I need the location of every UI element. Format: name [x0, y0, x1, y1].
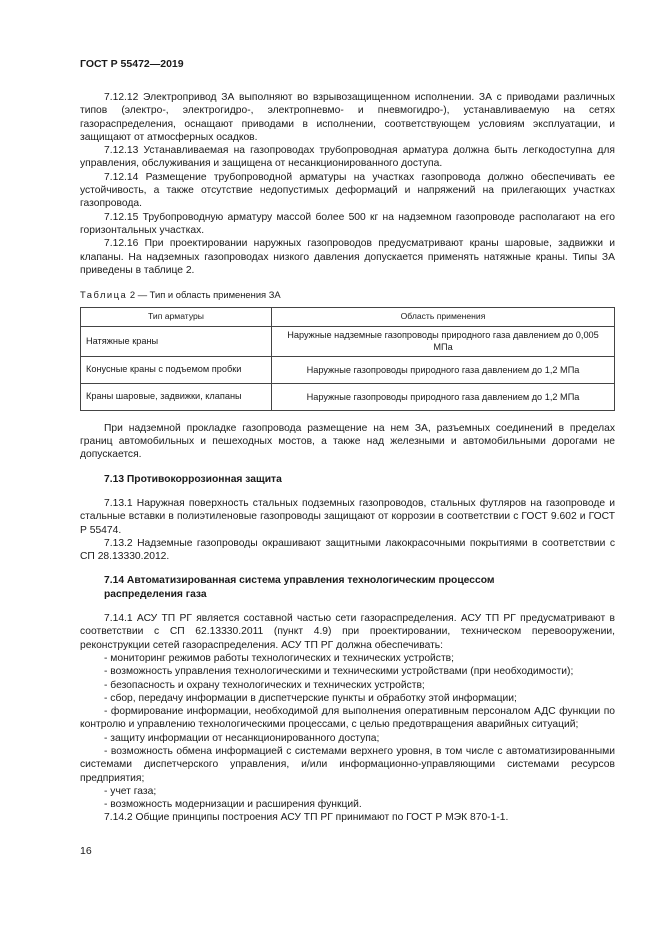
table-cell-scope: Наружные надземные газопроводы природного газа давлением до 0,005 МПа — [272, 326, 615, 356]
table-cell-scope: Наружные газопроводы природного газа давлением до 1,2 МПа — [272, 356, 615, 383]
paragraph-7-13-1: 7.13.1 Наружная поверхность стальных подземных газопроводов, стальных футляров на газопроводе и стальные вставки в полиэтиленовые газопроводы защищают от коррозии в соответствии с ГОСТ 9.602 и ГОСТ Р 55474. — [80, 497, 615, 536]
list-item: - возможность обмена информацией с системами верхнего уровня, в том числе с автоматизированными системами диспетчерского управления, и/или информационно-управляющими системами ресурсов предприятия; — [80, 745, 615, 784]
table-cell-type: Краны шаровые, задвижки, клапаны — [81, 383, 272, 410]
paragraph-7-12-14: 7.12.14 Размещение трубопроводной арматуры на участках газопровода должно обеспечивать ее устойчивость, а также отсутствие недопустимых деформаций и напряжений на прилегающих участках газопровода. — [80, 171, 615, 210]
paragraph-7-14-1: 7.14.1 АСУ ТП РГ является составной частью сети газораспределения. АСУ ТП РГ предусматривают в соответствии с СП 62.13330.2011 (пункт 4.9) при проектировании, техническом перевооружении, реконструкции сетей газораспределения. АСУ ТП РГ должна обеспечивать: — [80, 613, 615, 651]
list-item: - формирование информации, необходимой для выполнения оперативным персоналом АДС функции по контролю и управлению технологическими процессами, с целью предотвращения аварийных ситуаций; — [80, 706, 615, 731]
table-row — [81, 326, 615, 356]
table-header-type: Тип арматуры — [81, 308, 272, 326]
section-heading-7-14-line2: распределения газа — [104, 588, 207, 600]
table-caption-text: 2 — Тип и область применения ЗА — [129, 289, 281, 301]
paragraph-7-14-2: 7.14.2 Общие принципы построения АСУ ТП РГ принимают по ГОСТ Р МЭК 870-1-1. — [104, 812, 509, 824]
section-heading-7-13: 7.13 Противокоррозионная защита — [104, 473, 282, 485]
list-item: - безопасность и охрану технологических и технических устройств; — [104, 679, 425, 691]
table-header-scope: Область применения — [272, 308, 615, 326]
table-cell-type: Конусные краны с подъемом пробки — [81, 356, 272, 383]
paragraph-7-13-2: 7.13.2 Надземные газопроводы окрашивают защитными лакокрасочными покрытиями в соответствии с СП 28.13330.2012. — [80, 537, 615, 563]
document-header: ГОСТ Р 55472—2019 — [80, 58, 184, 70]
list-item: - сбор, передачу информации в диспетчерские пункты и обработку этой информации; — [104, 692, 517, 704]
table-row — [81, 356, 615, 383]
section-heading-7-14-line1: 7.14 Автоматизированная система управления технологическим процессом — [104, 575, 495, 587]
list-item: - возможность модернизации и расширения функций. — [104, 799, 362, 811]
paragraph-7-12-13: 7.12.13 Устанавливаемая на газопроводах трубопроводная арматура должна быть легкодоступна для управления, обслуживания и защищена от несанкционированного доступа. — [80, 145, 615, 170]
page-number: 16 — [80, 845, 92, 857]
list-item: - защиту информации от несанкционированного доступа; — [104, 732, 380, 744]
page-content — [80, 91, 615, 825]
table-caption — [80, 288, 615, 301]
paragraph-7-12-12: 7.12.12 Электропривод ЗА выполняют во взрывозащищенном исполнении. ЗА с приводами различных типов (электро-, электрогидро-, электропневмо- и пневмогидро-), устанавливаемую на сетях газораспределения, оснащают приводами в исполнении, соответствующем условиям эксплуатации, и защищают от атмосферных осадков. — [80, 92, 615, 143]
table-row — [81, 383, 615, 410]
valve-types-table — [80, 307, 615, 410]
list-item: - мониторинг режимов работы технологических и технических устройств; — [104, 652, 454, 664]
table-cell-type: Натяжные краны — [81, 326, 272, 356]
table-cell-scope: Наружные газопроводы природного газа давлением до 1,2 МПа — [272, 383, 615, 410]
list-item: - учет газа; — [104, 785, 157, 797]
paragraph-after-table: При надземной прокладке газопровода размещение на нем ЗА, разъемных соединений в пределах границ автомобильных и пешеходных мостов, а также над железными и автомобильными дорогами не допускается. — [80, 422, 615, 461]
paragraph-7-12-15: 7.12.15 Трубопроводную арматуру массой более 500 кг на надземном газопроводе располагают на его горизонтальных участках. — [80, 211, 615, 236]
table-caption-label: Таблица — [80, 289, 128, 301]
list-item: - возможность управления технологическими и техническими устройствами (при необходимости); — [104, 666, 574, 678]
paragraph-7-12-16: 7.12.16 При проектировании наружных газопроводов предусматривают краны шаровые, задвижки и клапаны. На надземных газопроводах низкого давления допускается применять натяжные краны. Типы ЗА приведены в таблице 2. — [80, 238, 615, 276]
table-header-row — [81, 308, 615, 326]
